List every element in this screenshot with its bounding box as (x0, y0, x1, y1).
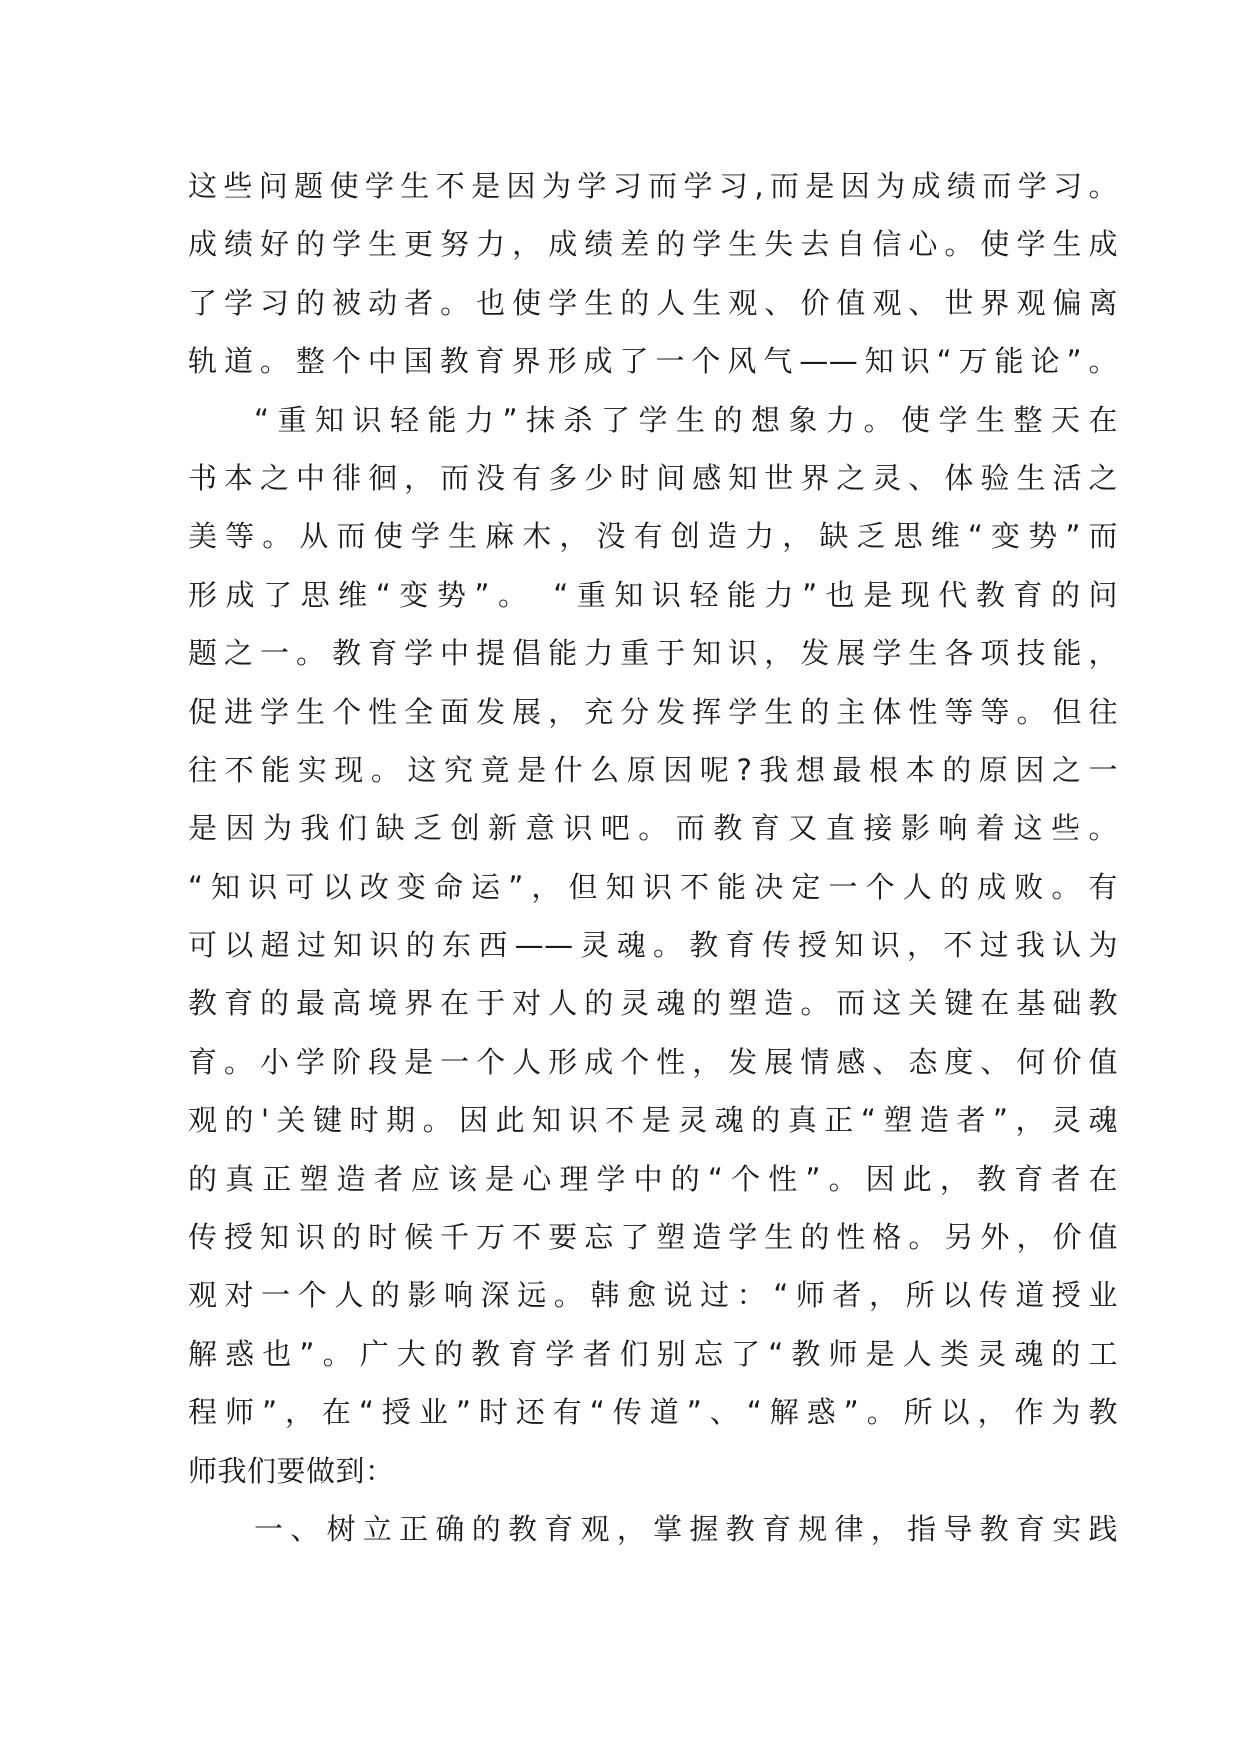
text-line: 美等。从而使学生麻木，没有创造力，缺乏思维“变势”而 (188, 519, 1118, 554)
text-line: 观对一个人的影响深远。韩愈说过：“师者，所以传道授业 (188, 1278, 1118, 1313)
text-line: 了学习的被动者。也使学生的人生观、价值观、世界观偏离 (188, 285, 1118, 320)
text-line: 传授知识的时候千万不要忘了塑造学生的性格。另外，价值 (188, 1220, 1118, 1255)
text-line: 书本之中徘徊，而没有多少时间感知世界之灵、体验生活之 (188, 460, 1118, 495)
text-line: 往不能实现。这究竟是什么原因呢?我想最根本的原因之一 (188, 752, 1118, 787)
body-text (188, 157, 1118, 1558)
text-line: 育。小学阶段是一个人形成个性，发展情感、态度、何价值 (188, 1044, 1118, 1079)
text-line: 的真正塑造者应该是心理学中的“个性”。因此，教育者在 (188, 1161, 1118, 1196)
text-line: 轨道。整个中国教育界形成了一个风气——知识“万能论”。 (188, 344, 1118, 379)
text-line: 程师”，在“授业”时还有“传道”、“解惑”。所以，作为教 (188, 1395, 1118, 1430)
text-line: 题之一。教育学中提倡能力重于知识，发展学生各项技能， (188, 636, 1118, 671)
text-line: 成绩好的学生更努力，成绩差的学生失去自信心。使学生成 (188, 227, 1118, 262)
text-line: 是因为我们缺乏创新意识吧。而教育又直接影响着这些。 (188, 811, 1118, 846)
text-line: 观的'关键时期。因此知识不是灵魂的真正“塑造者”，灵魂 (188, 1103, 1118, 1138)
paragraph-start-line: “重知识轻能力”抹杀了学生的想象力。使学生整天在 (254, 402, 1118, 437)
text-line: 这些问题使学生不是因为学习而学习,而是因为成绩而学习。 (188, 169, 1118, 203)
section-heading-line: 一、树立正确的教育观，掌握教育规律，指导教育实践 (254, 1511, 1118, 1546)
text-line: 促进学生个性全面发展，充分发挥学生的主体性等等。但往 (188, 694, 1118, 729)
text-line: “知识可以改变命运”，但知识不能决定一个人的成败。有 (188, 869, 1118, 904)
text-line: 教育的最高境界在于对人的灵魂的塑造。而这关键在基础教 (188, 986, 1118, 1021)
text-line: 形成了思维“变势”。 “重知识轻能力”也是现代教育的问 (188, 577, 1118, 612)
paragraph-end-line: 师我们要做到： (188, 1453, 395, 1488)
text-line: 解惑也”。广大的教育学者们别忘了“教师是人类灵魂的工 (188, 1336, 1118, 1371)
text-line: 可以超过知识的东西——灵魂。教育传授知识，不过我认为 (188, 928, 1118, 963)
